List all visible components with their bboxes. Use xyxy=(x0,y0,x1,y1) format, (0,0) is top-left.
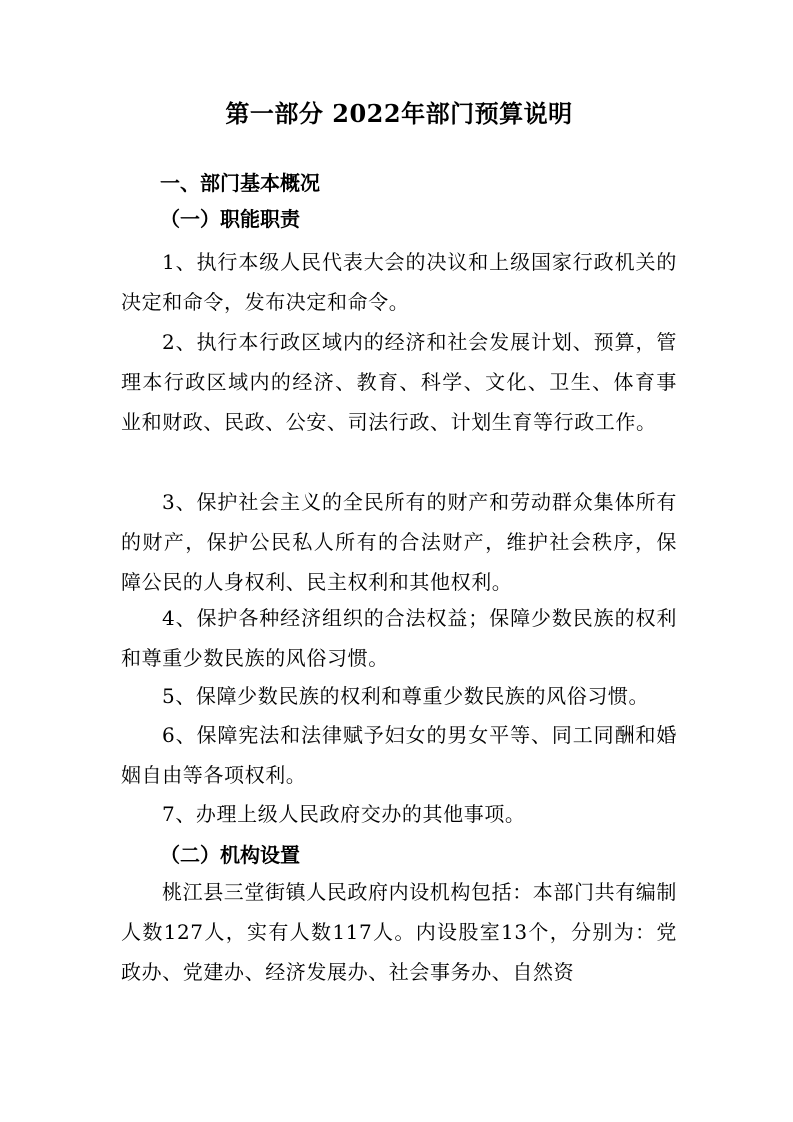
duty-paragraph-5 xyxy=(121,676,677,716)
subsection-heading-duties: （一）职能职责 xyxy=(160,207,300,231)
duty-paragraph-1 xyxy=(121,242,677,322)
duty-text-7: 7、办理上级人民政府交办的其他事项。 xyxy=(162,802,526,826)
duty-paragraph-7 xyxy=(121,794,677,834)
org-paragraph xyxy=(121,872,677,992)
duty-text-1: 1、执行本级人民代表大会的决议和上级国家行政机关的决定和命令，发布决定和命令。 xyxy=(121,250,677,314)
duty-text-6: 6、保障宪法和法律赋予妇女的男女平等、同工同酬和婚姻自由等各项权利。 xyxy=(121,723,677,787)
duty-paragraph-2 xyxy=(121,322,677,442)
duty-paragraph-3 xyxy=(121,482,677,602)
duty-paragraph-6 xyxy=(121,715,677,795)
duty-text-5: 5、保障少数民族的权利和尊重少数民族的风俗习惯。 xyxy=(162,684,650,708)
section-heading-basic-overview: 一、部门基本概况 xyxy=(160,171,320,195)
duty-paragraph-4 xyxy=(121,598,677,678)
org-text: 桃江县三堂街镇人民政府内设机构包括：本部门共有编制人数127人，实有人数117人。内设股室13个，分别为：党政办、党建办、经济发展办、社会事务办、自然资 xyxy=(121,880,677,984)
document-title: 第一部分 2022年部门预算说明 xyxy=(225,99,573,128)
duty-text-3: 3、保护社会主义的全民所有的财产和劳动群众集体所有的财产，保护公民私人所有的合法财产，维护社会秩序，保障公民的人身权利、民主权利和其他权利。 xyxy=(121,490,677,594)
subsection-heading-org-setup: （二）机构设置 xyxy=(160,843,300,867)
duty-text-2: 2、执行本行政区域内的经济和社会发展计划、预算，管理本行政区域内的经济、教育、科学、文化、卫生、体育事业和财政、民政、公安、司法行政、计划生育等行政工作。 xyxy=(121,330,677,434)
duty-text-4: 4、保护各种经济组织的合法权益；保障少数民族的权利和尊重少数民族的风俗习惯。 xyxy=(121,606,677,670)
